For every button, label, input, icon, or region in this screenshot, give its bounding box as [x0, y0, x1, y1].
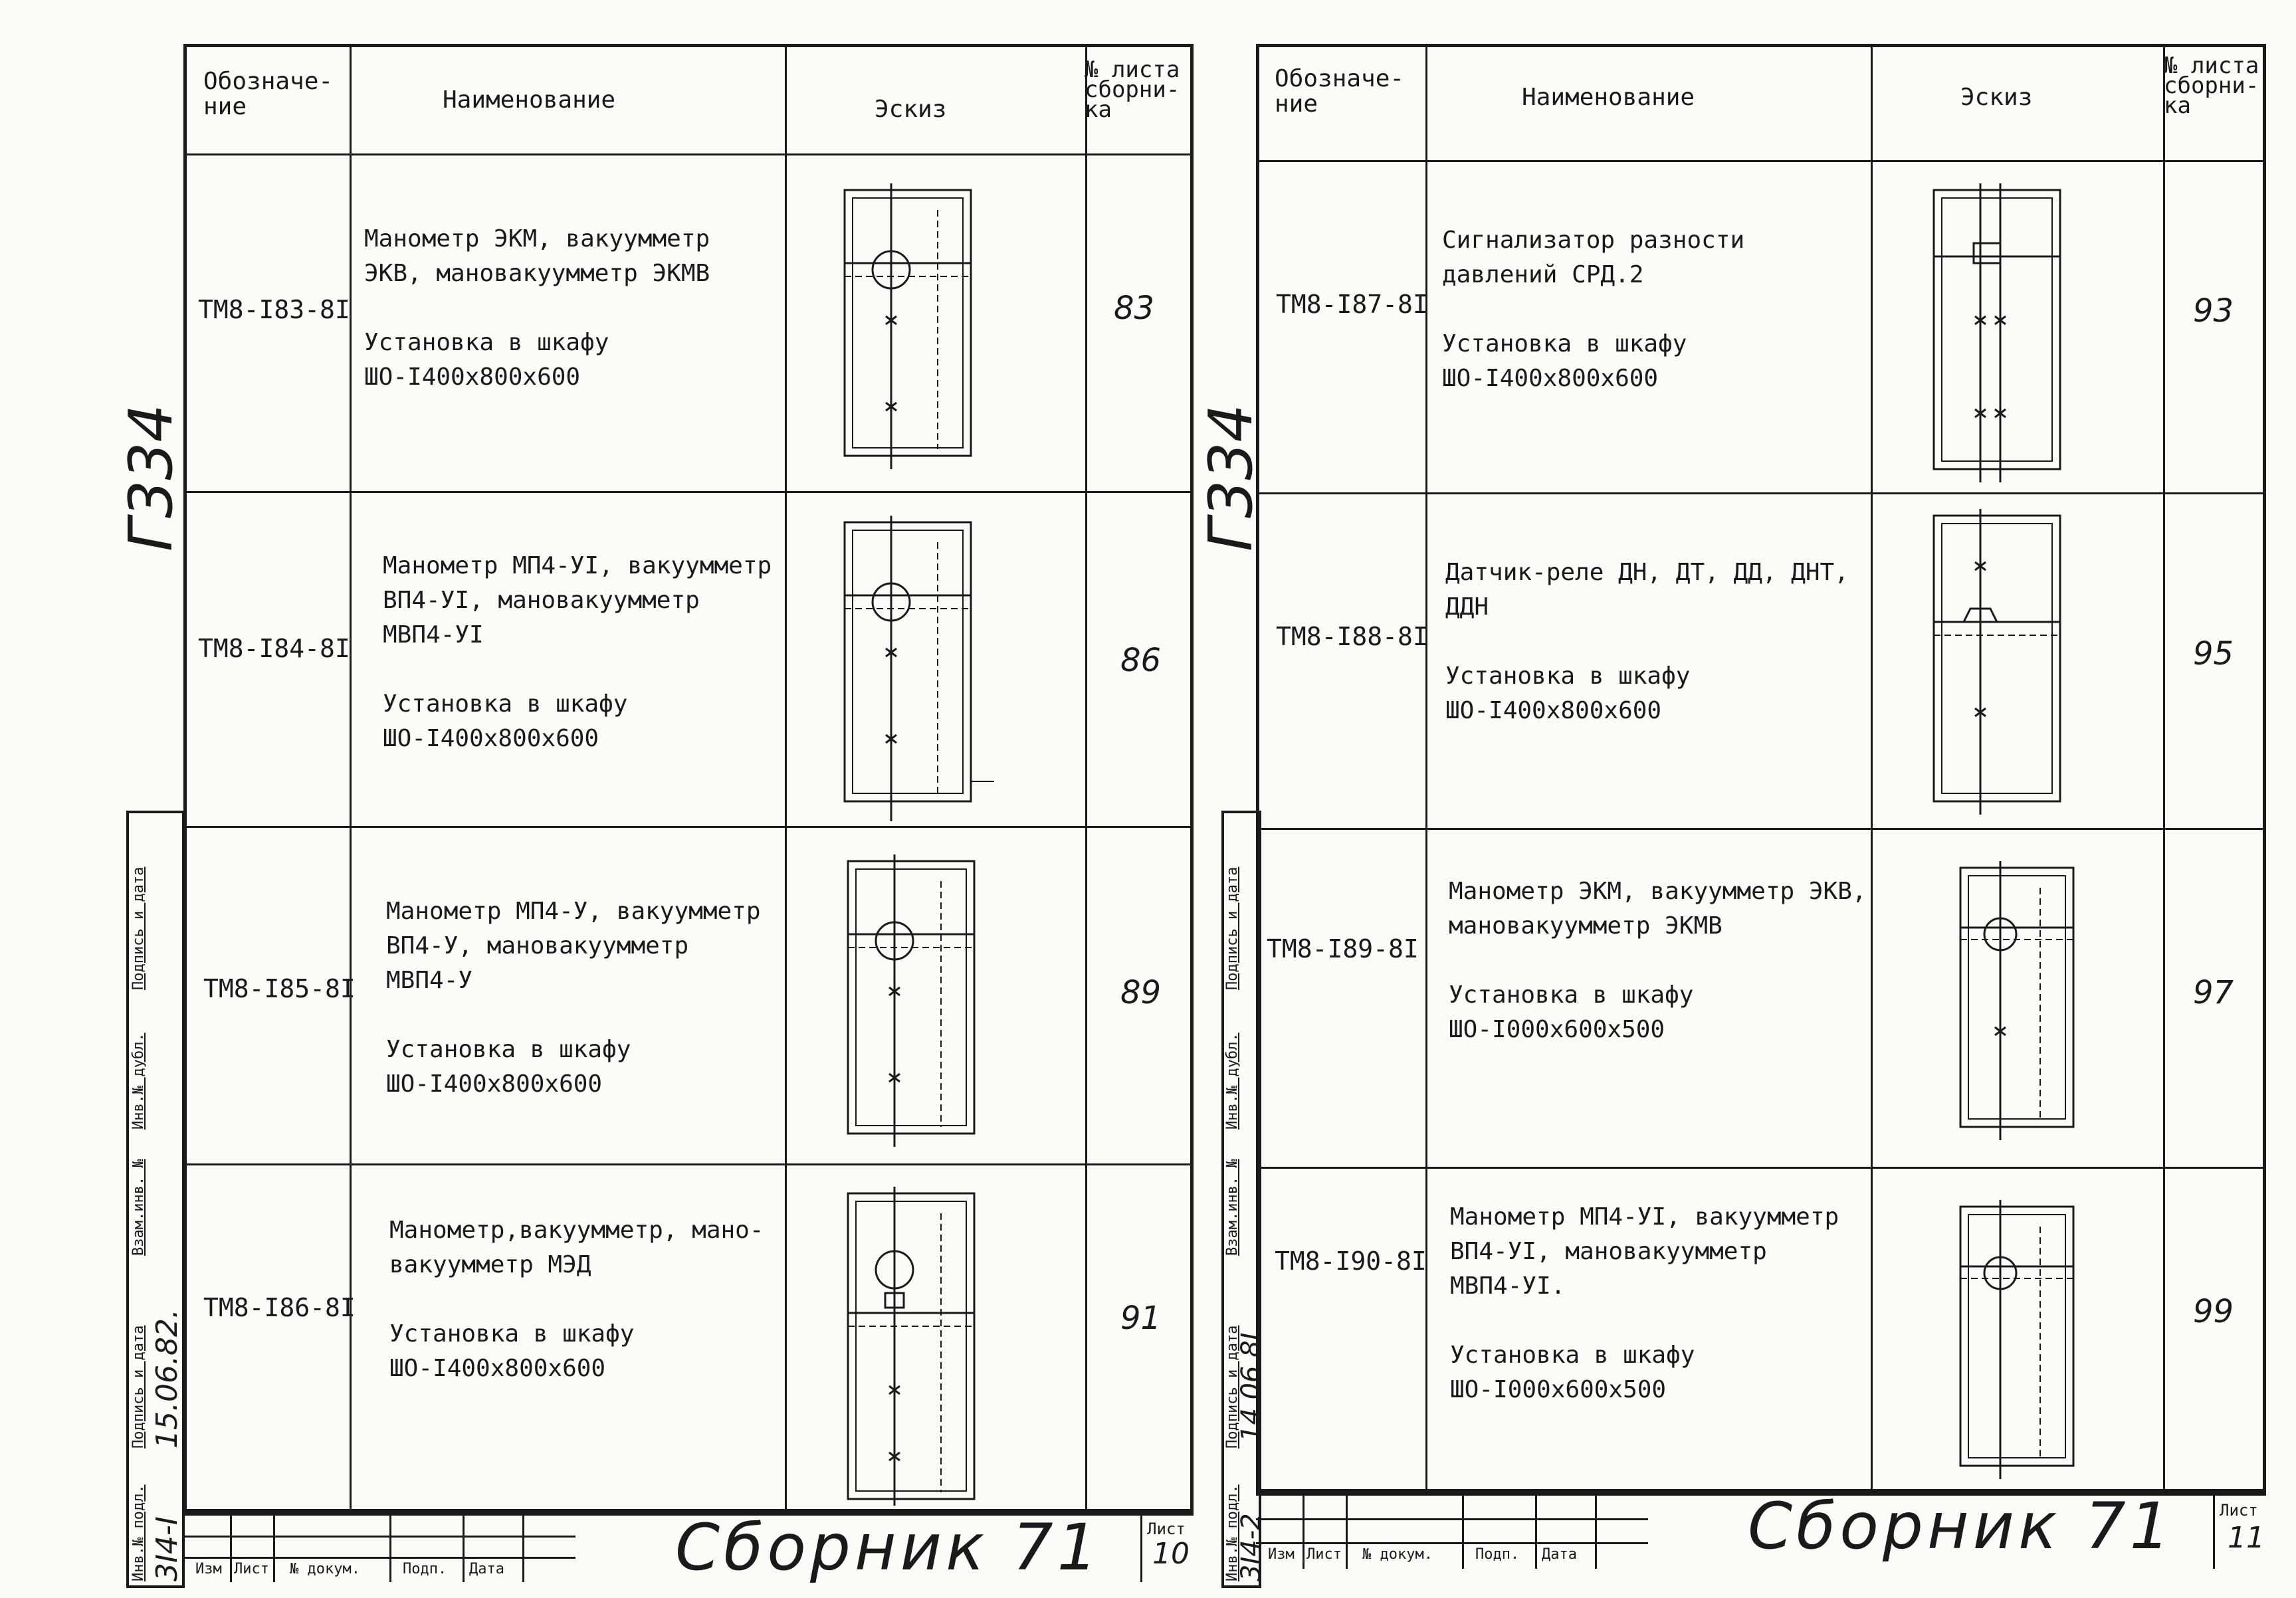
tb-doc: № докум. [1362, 1546, 1433, 1563]
collection-title: Сборник 71 [1748, 1489, 2174, 1563]
sketch-pressure-gauge-cabinet [838, 516, 997, 821]
tb-list: Лист [234, 1561, 269, 1577]
row-name: Манометр,вакуумметр, мано- вакуумметр МЭД Установка в шкафу ШО-I400x800x600 [389, 1217, 764, 1382]
archive-number: 3I4-I [150, 1516, 184, 1581]
archive-number: 3I4-2 [1236, 1513, 1267, 1581]
tb-list: Лист [1306, 1546, 1342, 1563]
row-designation: ТМ8-I86-8I [203, 1293, 356, 1322]
side-label-vzam: Взам.инв. № [130, 1159, 147, 1256]
row-sheet-number: 93 [2193, 292, 2234, 330]
tb-doc: № докум. [290, 1561, 360, 1577]
signature-date: 15.06.82. [150, 1309, 184, 1448]
row-name: Манометр МП4-УI, вакуумметр ВП4-УI, мановакуумметр МВП4-УI. Установка в шкафу ШО-I000x600x500 [1450, 1203, 1839, 1403]
tb-date: Дата [1542, 1546, 1577, 1563]
sketch-pressure-switch-cabinet [1927, 183, 2080, 482]
tb-sheet-label: Лист [2220, 1501, 2258, 1520]
side-label-sign-date: Подпись и дата [130, 866, 147, 990]
row-sheet-number: 89 [1120, 974, 1162, 1011]
row-designation: ТМ8-I84-8I [198, 634, 350, 663]
right-sheet [1256, 44, 2266, 1581]
tb-sign: Подп. [1475, 1546, 1520, 1563]
row-sheet-number: 86 [1120, 642, 1162, 679]
sketch-pressure-gauge-cabinet [841, 1187, 994, 1506]
header-sketch: Эскиз [875, 96, 947, 123]
row-name: Манометр МП4-УI, вакуумметр ВП4-УI, мановакуумметр МВП4-УI Установка в шкафу ШО-I400x800x600 [383, 552, 772, 752]
tb-sheet-label: Лист [1147, 1520, 1186, 1538]
header-designation: Обозначе- ние [203, 68, 334, 120]
side-label-vzam: Взам.инв. № [1224, 1159, 1241, 1256]
page-number: 10 [1152, 1537, 1190, 1571]
row-designation: ТМ8-I83-8I [198, 295, 350, 324]
row-name: Манометр МП4-У, вакуумметр ВП4-У, мановакуумметр МВП4-У Установка в шкафу ШО-I400x800x600 [386, 898, 761, 1098]
sketch-pressure-relay-cabinet [1927, 509, 2080, 815]
row-designation: ТМ8-I88-8I [1276, 622, 1428, 651]
row-name: Манометр ЭКМ, вакуумметр ЭКВ, мановакуумметр ЭКМВ Установка в шкафу ШО-I000x600x500 [1449, 878, 1867, 1043]
tb-sign: Подп. [403, 1561, 447, 1577]
right-title-block [1256, 1489, 2266, 1569]
sketch-pressure-gauge-cabinet [838, 183, 991, 469]
row-sheet-number: 83 [1114, 290, 1155, 327]
collection-title: Сборник 71 [675, 1510, 1102, 1585]
side-label-inv-podl: Инв.№ подл. [1224, 1484, 1241, 1581]
row-sheet-number: 99 [2193, 1293, 2234, 1330]
tb-izm: Изм [1268, 1546, 1295, 1563]
row-designation: ТМ8-I89-8I [1267, 934, 1419, 963]
side-label-inv-podl: Инв.№ подл. [130, 1484, 147, 1581]
left-sheet [183, 44, 1194, 1585]
row-name: Манометр ЭКМ, вакуумметр ЭКВ, мановакуумметр ЭКМВ Установка в шкафу ШО-I400x800x600 [364, 225, 710, 391]
header-sketch: Эскиз [1960, 84, 2033, 111]
signature-date: 14.06.8I. [1236, 1324, 1267, 1442]
side-label-sign-date: Подпись и дата [1224, 1325, 1241, 1448]
side-label-inv-dubl: Инв.№ дубл. [130, 1033, 147, 1130]
left-title-block [183, 1510, 1194, 1585]
row-sheet-number: 91 [1120, 1300, 1162, 1337]
side-label-sign-date: Подпись и дата [130, 1325, 147, 1448]
header-name: Наименование [1522, 84, 1695, 111]
stamp-code: Г334 [116, 404, 186, 551]
header-designation: Обозначе- ние [1275, 65, 1405, 118]
row-name: Сигнализатор разности давлений СРД.2 Установка в шкафу ШО-I400x800x600 [1442, 227, 1745, 392]
sketch-pressure-gauge-cabinet [841, 854, 994, 1147]
tb-izm: Изм [195, 1561, 222, 1577]
header-name: Наименование [443, 86, 616, 114]
tb-date: Дата [469, 1561, 504, 1577]
row-sheet-number: 95 [2193, 635, 2234, 672]
row-name: Датчик-реле ДН, ДТ, ДД, ДНТ, ДДН Установка в шкафу ШО-I400x800x600 [1445, 559, 1849, 724]
stamp-code: Г334 [1196, 404, 1266, 551]
header-sheet-number: № листа сборни- ка [1085, 56, 1180, 123]
header-sheet-number: № листа сборни- ка [2164, 52, 2259, 119]
row-designation: ТМ8-I85-8I [203, 974, 356, 1003]
sketch-pressure-gauge-cabinet [1954, 1200, 2087, 1479]
side-label-inv-dubl: Инв.№ дубл. [1224, 1033, 1241, 1130]
side-label-sign-date: Подпись и дата [1224, 866, 1241, 990]
row-designation: ТМ8-I90-8I [1275, 1247, 1427, 1276]
row-designation: ТМ8-I87-8I [1276, 290, 1428, 319]
page-number: 11 [2228, 1521, 2265, 1555]
row-sheet-number: 97 [2193, 974, 2234, 1011]
sketch-pressure-gauge-cabinet [1954, 861, 2087, 1140]
